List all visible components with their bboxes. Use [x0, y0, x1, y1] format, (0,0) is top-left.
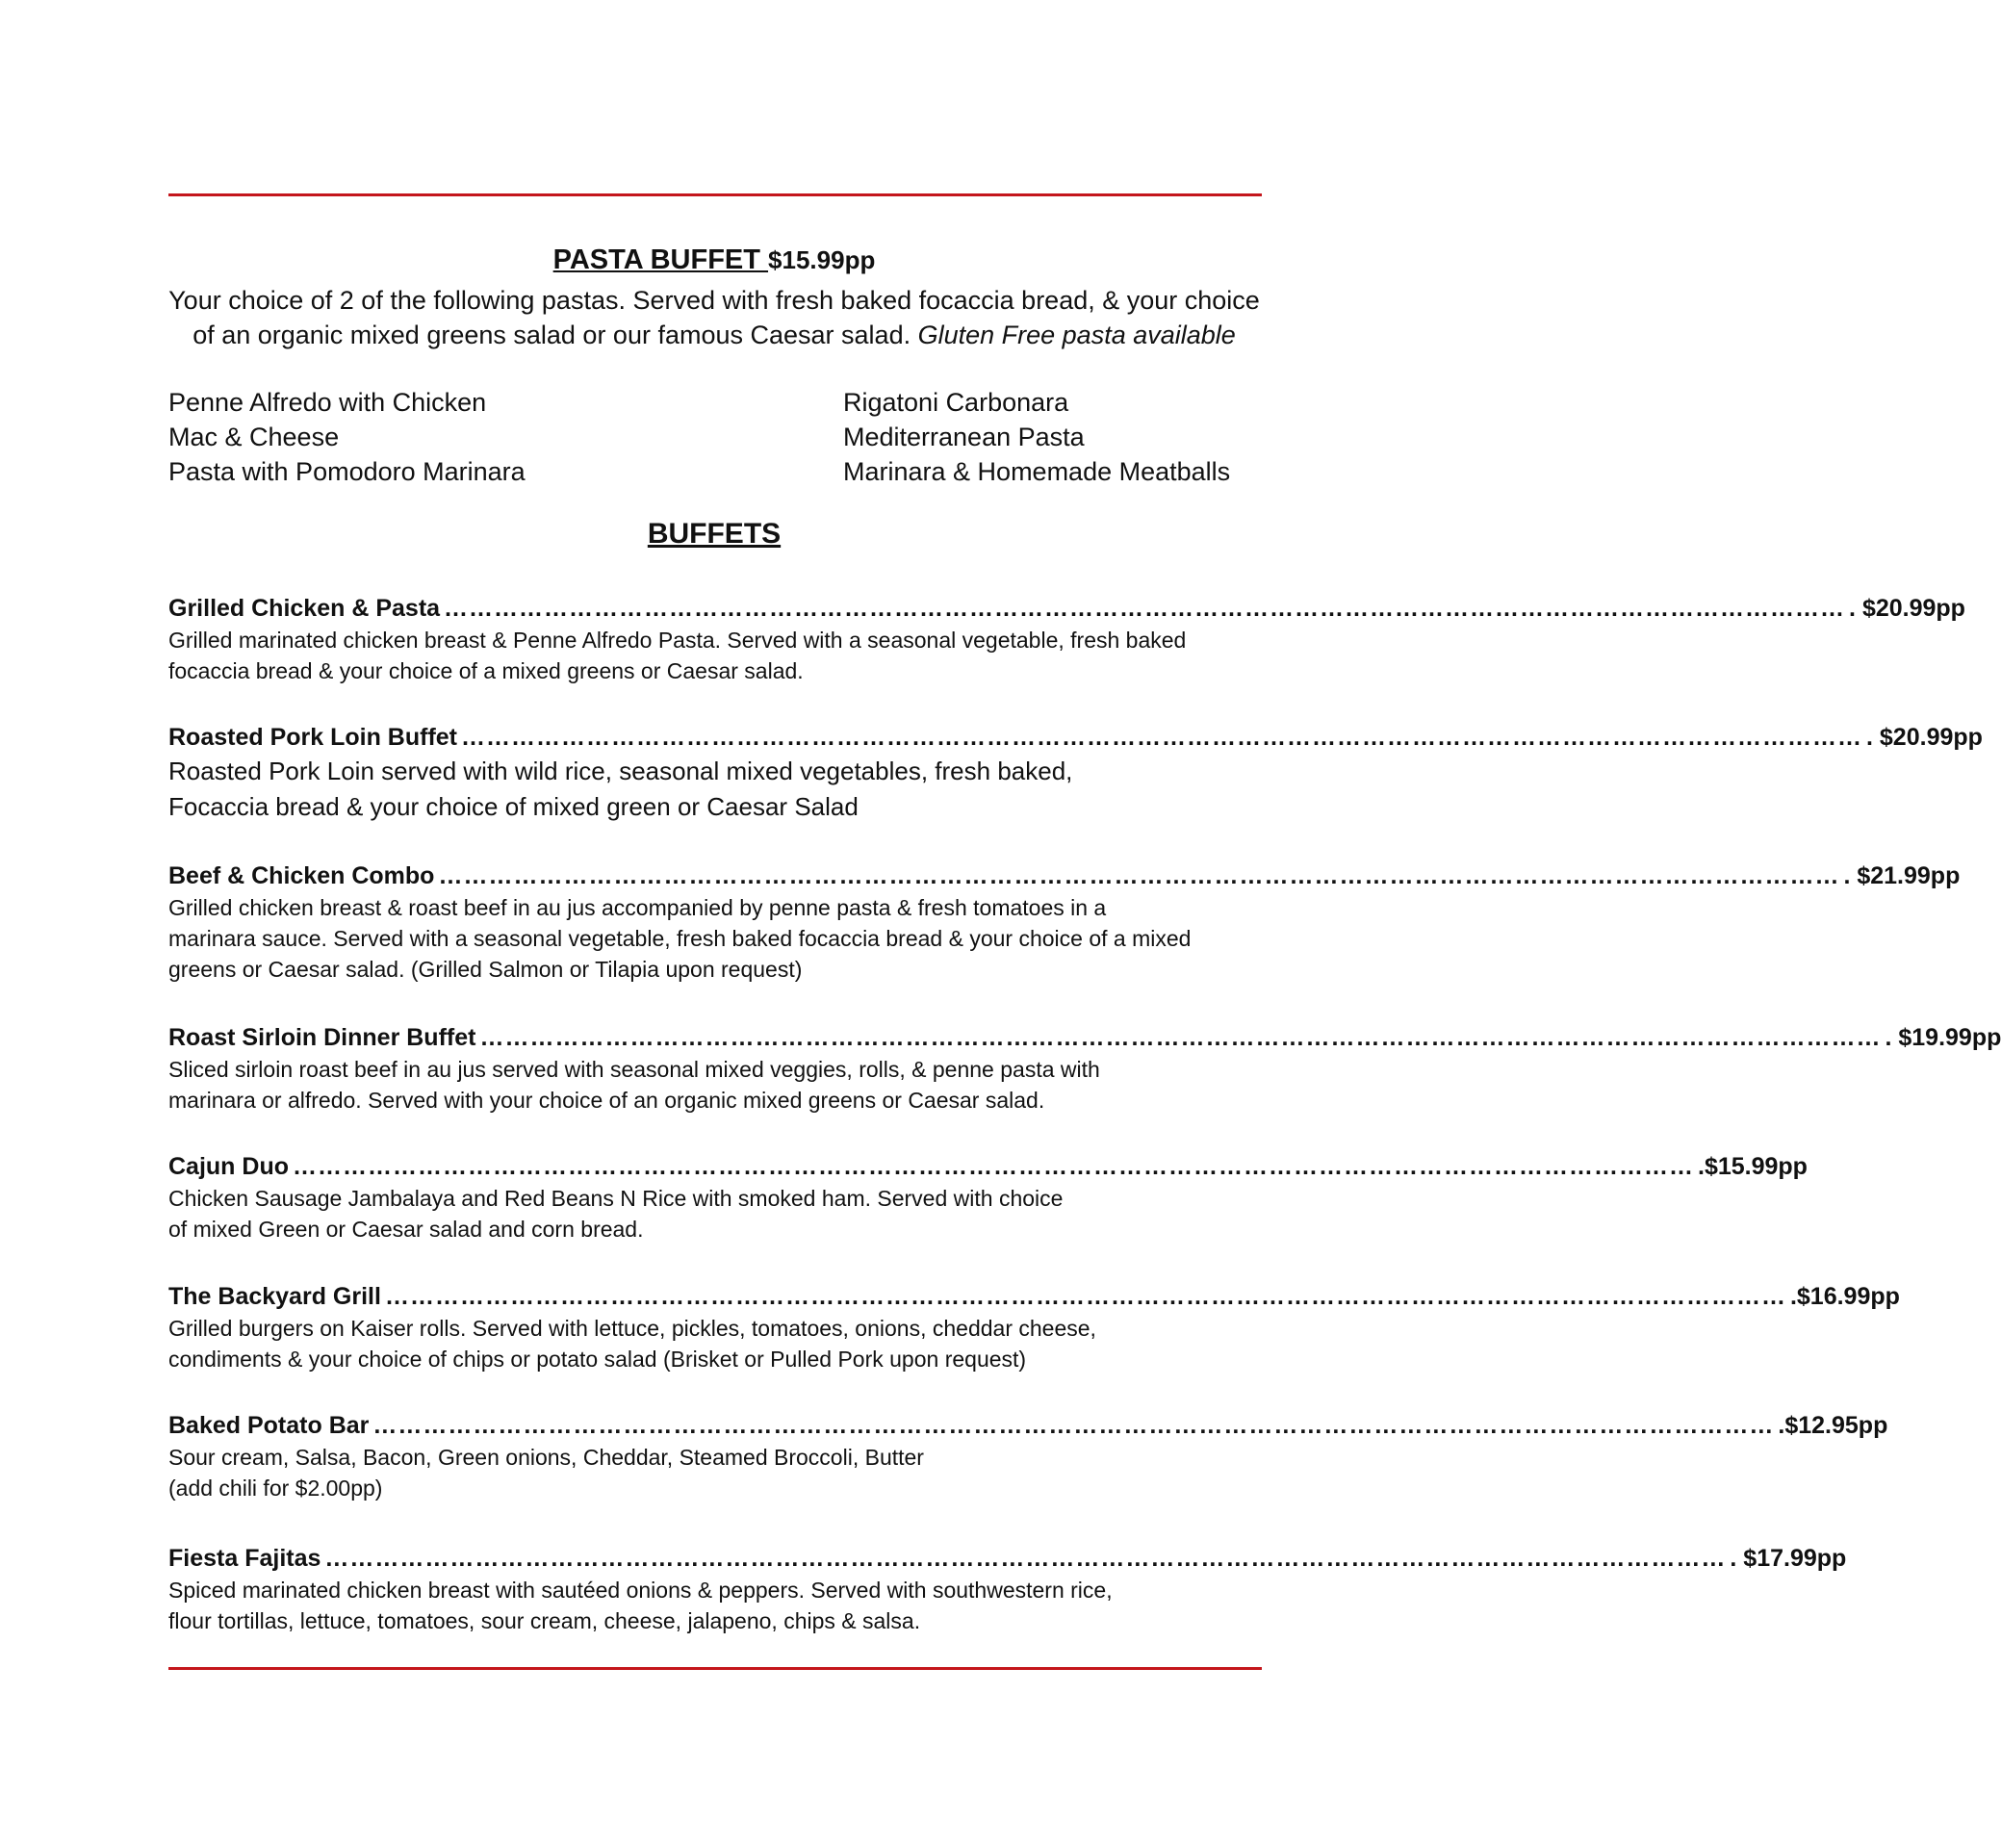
buffets-heading: BUFFETS: [647, 518, 782, 550]
item-description: [168, 1054, 1246, 1116]
item-description: [168, 892, 1246, 985]
item-price: . $17.99pp: [1730, 1545, 1847, 1572]
buffet-item-cajun-duo: [168, 1150, 1808, 1245]
item-description: [168, 1442, 1246, 1503]
dot-leader: ……………………………………………………………………………………………………………………………………………………: [372, 1412, 1775, 1439]
desc-line: greens or Caesar salad. (Grilled Salmon or Tilapia upon request): [168, 957, 803, 982]
item-price: . $19.99pp: [1885, 1024, 2001, 1051]
dot-leader: ……………………………………………………………………………………………………………………………………………………: [293, 1153, 1694, 1180]
pasta-intro-line-1: Your choice of 2 of the following pastas. Served with fresh baked focaccia bread, & your choice: [168, 286, 1260, 315]
item-description: [168, 1183, 1246, 1245]
desc-line: marinara or alfredo. Served with your choice of an organic mixed greens or Caesar salad.: [168, 1088, 1045, 1113]
desc-line: Sour cream, Salsa, Bacon, Green onions, Cheddar, Steamed Broccoli, Butter: [168, 1445, 924, 1470]
item-price: . $20.99pp: [1866, 724, 1983, 751]
desc-line: Focaccia bread & your choice of mixed green or Caesar Salad: [168, 792, 859, 821]
item-name: Baked Potato Bar: [168, 1412, 370, 1439]
buffet-item-roasted-pork-loin: [168, 721, 1983, 825]
dot-leader: ……………………………………………………………………………………………………………………………………………………: [461, 724, 1863, 751]
bottom-red-rule: [168, 1667, 1262, 1670]
desc-line: condiments & your choice of chips or potato salad (Brisket or Pulled Pork upon request): [168, 1347, 1027, 1372]
pasta-options-right: [843, 385, 1230, 489]
pasta-options-left: [168, 385, 526, 489]
item-name: Beef & Chicken Combo: [168, 862, 435, 889]
item-description: [168, 625, 1246, 686]
buffet-item-backyard-grill: [168, 1280, 1900, 1374]
pasta-option: Mac & Cheese: [168, 423, 340, 451]
desc-line: Spiced marinated chicken breast with sautéed onions & peppers. Served with southwestern rice,: [168, 1578, 1113, 1603]
pasta-intro-line-2-text: of an organic mixed greens salad or our famous Caesar salad.: [192, 321, 918, 349]
pasta-buffet-intro: [0, 283, 1428, 352]
pasta-option: Marinara & Homemade Meatballs: [843, 457, 1231, 486]
desc-line: Grilled burgers on Kaiser rolls. Served with lettuce, pickles, tomatoes, onions, cheddar cheese,: [168, 1316, 1096, 1341]
item-description: [168, 754, 1246, 825]
item-price: .$16.99pp: [1789, 1283, 1900, 1310]
pasta-buffet-title: PASTA BUFFET: [552, 244, 769, 275]
buffet-item-beef-chicken-combo: [168, 860, 1961, 985]
buffet-item-baked-potato-bar: [168, 1409, 1888, 1503]
item-price: . $21.99pp: [1843, 862, 1961, 889]
item-name: Fiesta Fajitas: [168, 1545, 321, 1572]
dot-leader: ……………………………………………………………………………………………………………………………………………………: [384, 1283, 1786, 1310]
top-red-rule: [168, 193, 1262, 196]
desc-line: (add chili for $2.00pp): [168, 1476, 383, 1501]
pasta-option: Rigatoni Carbonara: [843, 388, 1069, 417]
desc-line: Chicken Sausage Jambalaya and Red Beans N Rice with smoked ham. Served with choice: [168, 1186, 1064, 1211]
desc-line: flour tortillas, lettuce, tomatoes, sour cream, cheese, jalapeno, chips & salsa.: [168, 1608, 921, 1633]
desc-line: Grilled marinated chicken breast & Penne Alfredo Pasta. Served with a seasonal vegetable, fresh baked: [168, 628, 1187, 653]
item-name: Cajun Duo: [168, 1153, 289, 1180]
desc-line: Roasted Pork Loin served with wild rice, seasonal mixed vegetables, fresh baked,: [168, 757, 1073, 785]
pasta-buffet-heading: [0, 244, 1428, 276]
desc-line: of mixed Green or Caesar salad and corn bread.: [168, 1217, 644, 1242]
dot-leader: ……………………………………………………………………………………………………………………………………………………: [444, 595, 1846, 622]
item-description: [168, 1313, 1246, 1374]
desc-line: marinara sauce. Served with a seasonal vegetable, fresh baked focaccia bread & your choice of a mixed: [168, 926, 1192, 951]
item-name: The Backyard Grill: [168, 1283, 381, 1310]
pasta-option: Pasta with Pomodoro Marinara: [168, 457, 526, 486]
item-name: Roast Sirloin Dinner Buffet: [168, 1024, 476, 1051]
gluten-free-note: Gluten Free pasta available: [917, 321, 1236, 349]
pasta-buffet-price: $15.99pp: [768, 245, 876, 274]
pasta-option: Mediterranean Pasta: [843, 423, 1085, 451]
buffet-item-fiesta-fajitas: [168, 1542, 1847, 1636]
desc-line: Sliced sirloin roast beef in au jus served with seasonal mixed veggies, rolls, & penne pasta with: [168, 1057, 1100, 1082]
dot-leader: ……………………………………………………………………………………………………………………………………………………: [324, 1545, 1727, 1572]
buffet-item-roast-sirloin: [168, 1021, 2001, 1116]
item-name: Grilled Chicken & Pasta: [168, 595, 441, 622]
item-price: .$12.95pp: [1778, 1412, 1888, 1439]
item-description: [168, 1575, 1246, 1636]
pasta-option: Penne Alfredo with Chicken: [168, 388, 487, 417]
item-price: .$15.99pp: [1698, 1153, 1808, 1180]
item-name: Roasted Pork Loin Buffet: [168, 724, 458, 751]
dot-leader: ……………………………………………………………………………………………………………………………………………………: [438, 862, 1840, 889]
dot-leader: ……………………………………………………………………………………………………………………………………………………: [479, 1024, 1882, 1051]
buffet-item-grilled-chicken-pasta: [168, 592, 1965, 686]
item-price: . $20.99pp: [1849, 595, 1965, 622]
desc-line: focaccia bread & your choice of a mixed greens or Caesar salad.: [168, 658, 804, 683]
pasta-intro-line-2: [0, 318, 1428, 352]
desc-line: Grilled chicken breast & roast beef in au jus accompanied by penne pasta & fresh tomatoes in a: [168, 895, 1107, 920]
